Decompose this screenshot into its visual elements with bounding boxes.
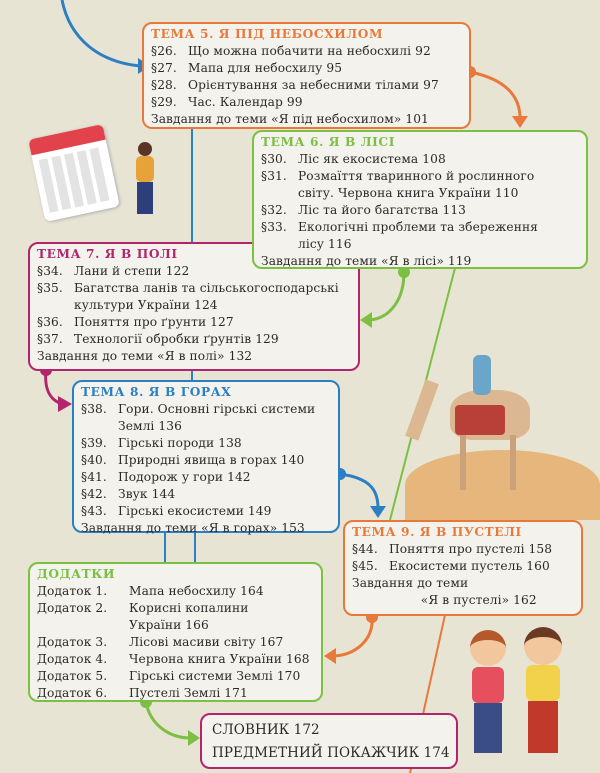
- entry-text: Ліс як екосистема 108: [298, 152, 446, 166]
- section-title: ТЕМА 6. Я В ЛІСІ: [261, 135, 395, 149]
- entry-number: Додаток 4.: [37, 652, 108, 666]
- toc-entry[interactable]: [37, 583, 313, 600]
- section-title: ДОДАТКИ: [37, 567, 116, 581]
- toc-entry[interactable]: [81, 503, 330, 520]
- entry-text: Землі 136: [118, 419, 182, 433]
- entry-text: Пустелі Землі 171: [129, 686, 248, 700]
- section-title: ТЕМА 8. Я В ГОРАХ: [81, 385, 232, 399]
- entry-number: §29.: [151, 95, 177, 109]
- entry-number: §31.: [261, 169, 287, 183]
- toc-entry[interactable]: [37, 600, 313, 634]
- entry-text: Подорож у гори 142: [118, 470, 251, 484]
- entry-number: §35.: [37, 281, 63, 295]
- entry-text: Завдання до теми: [352, 576, 469, 590]
- entry-number: §26.: [151, 44, 177, 58]
- entry-text: Поняття про ґрунти 127: [74, 315, 234, 329]
- entry-text: Гірські системи Землі 170: [129, 669, 301, 683]
- entry-text: Технології обробки ґрунтів 129: [74, 332, 279, 346]
- toc-entry[interactable]: [37, 651, 313, 668]
- entry-number: Додаток 5.: [37, 669, 108, 683]
- toc-entry[interactable]: [81, 452, 330, 469]
- section-title: ТЕМА 7. Я В ПОЛІ: [37, 247, 178, 261]
- toc-entry[interactable]: [81, 486, 330, 503]
- entry-number: Додаток 1.: [37, 584, 108, 598]
- entry-text: «Я в пустелі» 162: [389, 593, 537, 607]
- entry-number: §36.: [37, 315, 63, 329]
- entry-text: Ліс та його багатства 113: [298, 203, 467, 217]
- entry-text: Корисні копалини: [129, 601, 249, 615]
- entry-number: §30.: [261, 152, 287, 166]
- entry-text: Мапа для небосхилу 95: [188, 61, 343, 75]
- entry-number: §42.: [81, 487, 107, 501]
- entry-text: Лани й степи 122: [74, 264, 190, 278]
- toc-entry[interactable]: [37, 685, 313, 702]
- toc-entry[interactable]: [151, 77, 461, 94]
- entry-number: §40.: [81, 453, 107, 467]
- tema9-box: [343, 520, 583, 616]
- entry-number: §43.: [81, 504, 107, 518]
- entry-number: §33.: [261, 220, 287, 234]
- entry-text: культури України 124: [74, 298, 218, 312]
- toc-entry[interactable]: [261, 253, 578, 270]
- entry-text: Поняття про пустелі 158: [389, 542, 553, 556]
- toc-entry[interactable]: [261, 219, 578, 253]
- toc-entry[interactable]: [352, 575, 573, 609]
- tema6-box: [252, 130, 588, 269]
- entry-text: України 166: [129, 618, 209, 632]
- entry-number: §37.: [37, 332, 63, 346]
- entry-text: Природні явища в горах 140: [118, 453, 305, 467]
- toc-entry[interactable]: [37, 280, 350, 314]
- toc-entry[interactable]: [261, 202, 578, 219]
- entry-text: Екосистеми пустель 160: [389, 559, 550, 573]
- toc-entry[interactable]: [81, 435, 330, 452]
- toc-entry[interactable]: [37, 634, 313, 651]
- toc-entry[interactable]: [151, 60, 461, 77]
- toc-entry[interactable]: [352, 558, 573, 575]
- entry-number: §41.: [81, 470, 107, 484]
- toc-entry-glossary[interactable]: СЛОВНИК 172: [212, 722, 320, 738]
- entry-number: §45.: [352, 559, 378, 573]
- calendar-illustration: [36, 125, 116, 220]
- entry-text: Завдання до теми «Я в лісі» 119: [261, 254, 472, 268]
- entry-text: Мапа небосхилу 164: [129, 584, 264, 598]
- entry-text: Завдання до теми «Я під небосхилом» 101: [151, 112, 429, 126]
- entry-text: світу. Червона книга України 110: [298, 186, 519, 200]
- entry-text: Що можна побачити на небосхилі 92: [188, 44, 431, 58]
- toc-entry[interactable]: [261, 151, 578, 168]
- entry-text: Час. Календар 99: [188, 95, 303, 109]
- entry-number: §38.: [81, 402, 107, 416]
- toc-entry-subject-index[interactable]: ПРЕДМЕТНИЙ ПОКАЖЧИК 174: [212, 745, 450, 761]
- toc-entry[interactable]: [352, 541, 573, 558]
- entry-text: лісу 116: [298, 237, 352, 251]
- entry-number: §34.: [37, 264, 63, 278]
- section-title: ТЕМА 5. Я ПІД НЕБОСХИЛОМ: [151, 27, 384, 41]
- entry-text: Орієнтування за небесними тілами 97: [188, 78, 439, 92]
- toc-entry[interactable]: [37, 348, 350, 365]
- toc-entry[interactable]: [151, 43, 461, 60]
- entry-number: Додаток 2.: [37, 601, 108, 615]
- entry-text: Екологічні проблеми та збереження: [298, 220, 538, 234]
- dodatky-box: [28, 562, 323, 702]
- entry-text: Лісові масиви світу 167: [129, 635, 284, 649]
- toc-entry[interactable]: [37, 314, 350, 331]
- entry-text: Червона книга України 168: [129, 652, 310, 666]
- kids-illustration: [462, 625, 587, 765]
- entry-text: Завдання до теми «Я в полі» 132: [37, 349, 253, 363]
- entry-number: §39.: [81, 436, 107, 450]
- section-title: ТЕМА 9. Я В ПУСТЕЛІ: [352, 525, 522, 539]
- entry-text: Розмаїття тваринного й рослинного: [298, 169, 535, 183]
- entry-text: Завдання до теми «Я в горах» 153: [81, 521, 305, 535]
- toc-entry[interactable]: [151, 94, 461, 111]
- entry-text: Звук 144: [118, 487, 176, 501]
- toc-entry[interactable]: [37, 668, 313, 685]
- entry-number: §44.: [352, 542, 378, 556]
- entry-number: Додаток 6.: [37, 686, 108, 700]
- entry-text: Гірські екосистеми 149: [118, 504, 272, 518]
- entry-number: §27.: [151, 61, 177, 75]
- toc-entry[interactable]: [151, 111, 461, 128]
- toc-entry[interactable]: [81, 469, 330, 486]
- toc-entry[interactable]: [81, 520, 330, 537]
- glossary-index-box: [200, 713, 458, 769]
- entry-text: Гірські породи 138: [118, 436, 242, 450]
- toc-entry[interactable]: [81, 401, 330, 435]
- entry-number: §28.: [151, 78, 177, 92]
- toc-entry[interactable]: [261, 168, 578, 202]
- entry-number: §32.: [261, 203, 287, 217]
- camel-rider-illustration: [405, 350, 600, 520]
- entry-text: Гори. Основні гірські системи: [118, 402, 316, 416]
- tema5-box: [142, 22, 471, 129]
- toc-entry[interactable]: [37, 331, 350, 348]
- girl-with-pen-illustration: [128, 142, 162, 216]
- entry-number: Додаток 3.: [37, 635, 108, 649]
- tema8-box: [72, 380, 340, 533]
- entry-text: Багатства ланів та сільськогосподарські: [74, 281, 339, 295]
